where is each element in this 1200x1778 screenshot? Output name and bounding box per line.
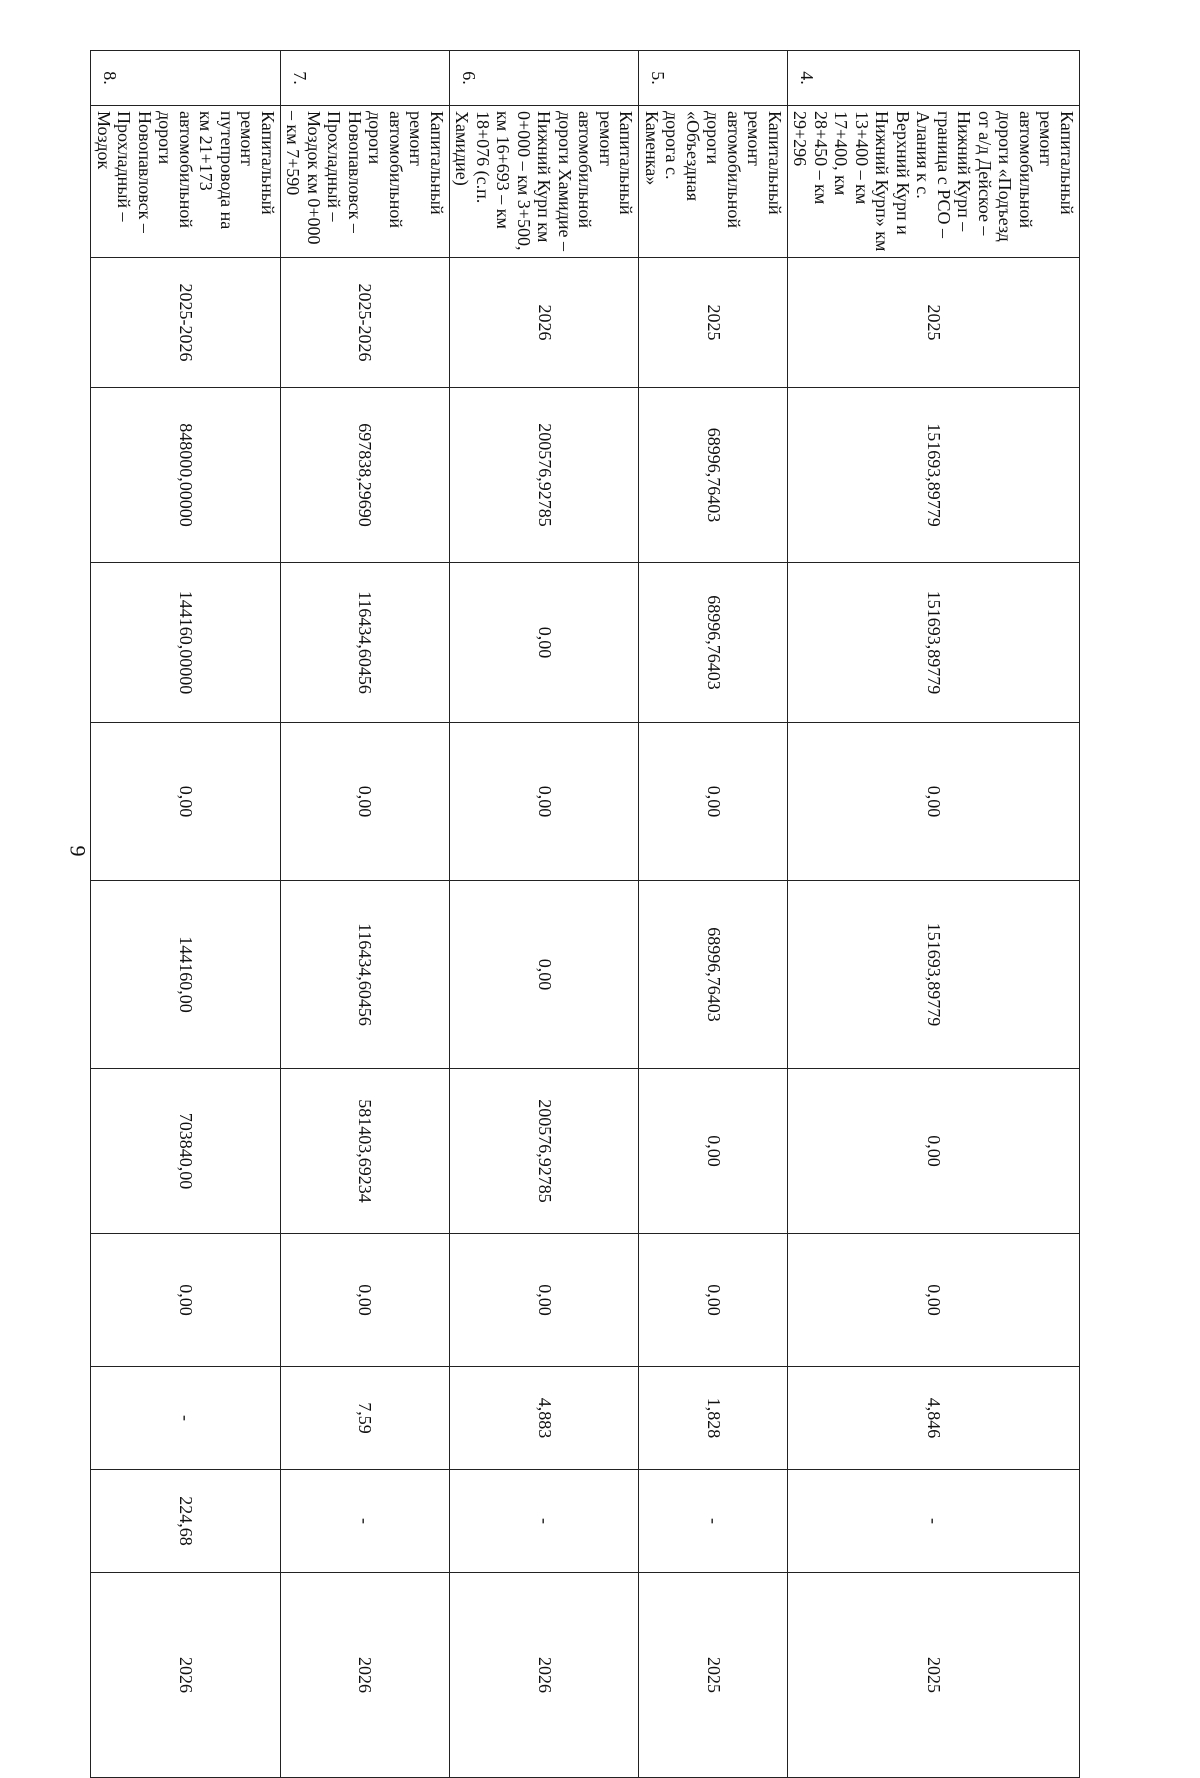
value-cell: 144160,00 [91, 881, 281, 1069]
row-number: 4. [788, 51, 1080, 106]
value-cell: 144160,00000 [91, 563, 281, 723]
row-number: 5. [639, 51, 788, 106]
year-cell: 2026 [281, 1573, 450, 1778]
value-cell: 200576,92785 [450, 1069, 640, 1234]
table-row [281, 51, 450, 1778]
year-cell: 2026 [91, 1573, 281, 1778]
value-cell: 0,00 [281, 1234, 450, 1367]
year-cell: 2026 [450, 1573, 640, 1778]
table-row [91, 51, 281, 1778]
value-cell: 68996,76403 [639, 563, 788, 723]
value-cell: 0,00 [450, 723, 640, 881]
value-cell: 703840,00 [91, 1069, 281, 1234]
value-cell: 581403,69234 [281, 1069, 450, 1234]
rotated-table-wrapper [94, 50, 1080, 1693]
total-cost-cell: 68996,76403 [639, 388, 788, 563]
value-cell: 68996,76403 [639, 881, 788, 1069]
total-cost-cell: 848000,00000 [91, 388, 281, 563]
value-cell: 0,00 [639, 723, 788, 881]
value-cell: 0,00 [639, 1234, 788, 1367]
length-km-cell: 4,883 [450, 1367, 640, 1470]
table-row [450, 51, 640, 1778]
page-number: 9 [65, 845, 91, 857]
period-cell: 2025 [788, 258, 1080, 388]
length-m-cell: 224,68 [91, 1470, 281, 1573]
value-cell: 151693,89779 [788, 563, 1080, 723]
row-number: 8. [91, 51, 281, 106]
length-km-cell: 1,828 [639, 1367, 788, 1470]
total-cost-cell: 697838,29690 [281, 388, 450, 563]
period-cell: 2025-2026 [281, 258, 450, 388]
length-km-cell: - [91, 1367, 281, 1470]
value-cell: 0,00 [91, 1234, 281, 1367]
row-number: 6. [450, 51, 640, 106]
year-cell: 2025 [788, 1573, 1080, 1778]
object-name: Капитальный ремонт путепровода на км 21+173 автомобильной дороги Новопавловск – Прохладный – Моздок [91, 106, 281, 258]
length-m-cell: - [639, 1470, 788, 1573]
object-name: Капитальный ремонт автомобильной дороги Хамидие – Нижний Курп км 0+000 – км 3+500, км 16+693 – км 18+076 (с.п. Хамидие) [450, 106, 640, 258]
period-cell: 2025 [639, 258, 788, 388]
road-repair-table [91, 50, 1081, 1778]
year-cell: 2025 [639, 1573, 788, 1778]
value-cell: 0,00 [91, 723, 281, 881]
value-cell: 0,00 [788, 723, 1080, 881]
value-cell: 0,00 [450, 881, 640, 1069]
length-m-cell: - [788, 1470, 1080, 1573]
length-m-cell: - [281, 1470, 450, 1573]
period-cell: 2025-2026 [91, 258, 281, 388]
total-cost-cell: 151693,89779 [788, 388, 1080, 563]
length-km-cell: 4,846 [788, 1367, 1080, 1470]
object-name: Капитальный ремонт автомобильной дороги Новопавловск – Прохладный – Моздок км 0+000 – км 7+590 [281, 106, 450, 258]
length-km-cell: 7,59 [281, 1367, 450, 1470]
table-row [788, 51, 1080, 1778]
value-cell: 0,00 [450, 1234, 640, 1367]
total-cost-cell: 200576,92785 [450, 388, 640, 563]
period-cell: 2026 [450, 258, 640, 388]
value-cell: 0,00 [450, 563, 640, 723]
value-cell: 151693,89779 [788, 881, 1080, 1069]
row-number: 7. [281, 51, 450, 106]
object-name: Капитальный ремонт автомобильной дороги «Объездная дорога с. Каменка» [639, 106, 788, 258]
object-name: Капитальный ремонт автомобильной дороги «Подъезд от а/д Дейское – Нижний Курп – граница с РСО – Алания к с. Верхний Курп и Нижний Курп» км 13+400 – км 17+400, км 28+450 – км 29+296 [788, 106, 1080, 258]
value-cell: 0,00 [639, 1069, 788, 1234]
table-row [639, 51, 788, 1778]
value-cell: 116434,60456 [281, 563, 450, 723]
value-cell: 0,00 [788, 1234, 1080, 1367]
length-m-cell: - [450, 1470, 640, 1573]
value-cell: 116434,60456 [281, 881, 450, 1069]
value-cell: 0,00 [281, 723, 450, 881]
value-cell: 0,00 [788, 1069, 1080, 1234]
